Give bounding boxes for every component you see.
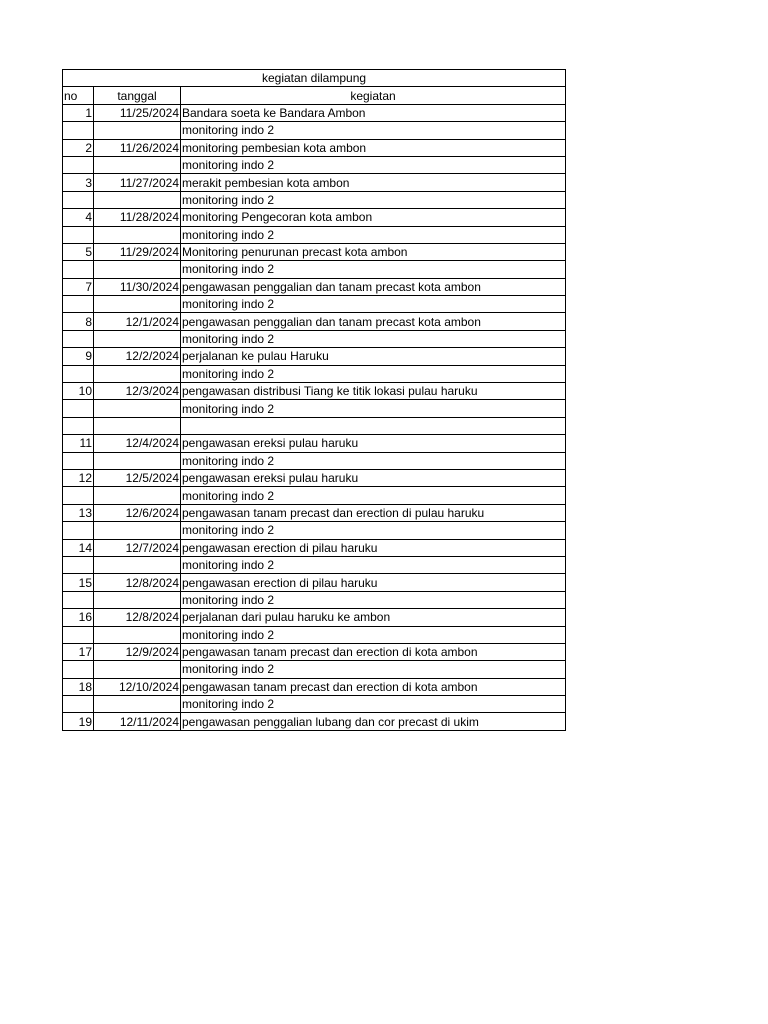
activity-table bbox=[62, 69, 566, 731]
cell-date: 12/2/2024 bbox=[94, 348, 181, 365]
table-row bbox=[63, 574, 566, 591]
cell-date: 12/11/2024 bbox=[94, 713, 181, 730]
table-row bbox=[63, 417, 566, 434]
cell-date bbox=[94, 661, 181, 678]
table-row bbox=[63, 365, 566, 382]
cell-activity: monitoring indo 2 bbox=[181, 191, 566, 208]
cell-activity: monitoring indo 2 bbox=[181, 122, 566, 139]
cell-no bbox=[63, 122, 94, 139]
cell-no bbox=[63, 330, 94, 347]
cell-activity: monitoring indo 2 bbox=[181, 696, 566, 713]
header-date: tanggal bbox=[94, 87, 181, 104]
cell-no bbox=[63, 417, 94, 434]
cell-no bbox=[63, 626, 94, 643]
cell-no bbox=[63, 400, 94, 417]
cell-no bbox=[63, 296, 94, 313]
table-row bbox=[63, 122, 566, 139]
table-row bbox=[63, 626, 566, 643]
cell-no: 19 bbox=[63, 713, 94, 730]
cell-activity: pengawasan penggalian lubang dan cor precast di ukim bbox=[181, 713, 566, 730]
cell-activity: monitoring indo 2 bbox=[181, 487, 566, 504]
cell-no bbox=[63, 191, 94, 208]
cell-no bbox=[63, 261, 94, 278]
table-row bbox=[63, 226, 566, 243]
table-row bbox=[63, 174, 566, 191]
cell-activity: monitoring pembesian kota ambon bbox=[181, 139, 566, 156]
cell-activity: pengawasan erection di pilau haruku bbox=[181, 574, 566, 591]
cell-activity: pengawasan ereksi pulau haruku bbox=[181, 435, 566, 452]
header-no: no bbox=[63, 87, 94, 104]
cell-no: 16 bbox=[63, 609, 94, 626]
table-row bbox=[63, 452, 566, 469]
table-title: kegiatan dilampung bbox=[63, 70, 566, 87]
cell-no: 14 bbox=[63, 539, 94, 556]
table-row bbox=[63, 296, 566, 313]
cell-activity: monitoring indo 2 bbox=[181, 400, 566, 417]
table-row bbox=[63, 591, 566, 608]
cell-activity: perjalanan ke pulau Haruku bbox=[181, 348, 566, 365]
cell-date: 12/8/2024 bbox=[94, 609, 181, 626]
table-row bbox=[63, 156, 566, 173]
cell-date bbox=[94, 191, 181, 208]
cell-no: 7 bbox=[63, 278, 94, 295]
table-row bbox=[63, 348, 566, 365]
cell-date: 11/27/2024 bbox=[94, 174, 181, 191]
cell-date bbox=[94, 156, 181, 173]
cell-date: 12/3/2024 bbox=[94, 383, 181, 400]
cell-activity: Monitoring penurunan precast kota ambon bbox=[181, 243, 566, 260]
cell-date: 11/29/2024 bbox=[94, 243, 181, 260]
cell-date bbox=[94, 452, 181, 469]
cell-date: 11/26/2024 bbox=[94, 139, 181, 156]
table-row bbox=[63, 487, 566, 504]
cell-date: 11/25/2024 bbox=[94, 104, 181, 121]
cell-date bbox=[94, 696, 181, 713]
cell-date bbox=[94, 522, 181, 539]
table-row bbox=[63, 383, 566, 400]
cell-no bbox=[63, 522, 94, 539]
table-row bbox=[63, 661, 566, 678]
cell-date bbox=[94, 365, 181, 382]
table-row bbox=[63, 678, 566, 695]
table-row bbox=[63, 191, 566, 208]
cell-activity: Bandara soeta ke Bandara Ambon bbox=[181, 104, 566, 121]
table-row bbox=[63, 522, 566, 539]
table-row bbox=[63, 261, 566, 278]
cell-no: 18 bbox=[63, 678, 94, 695]
table-row bbox=[63, 539, 566, 556]
cell-date bbox=[94, 556, 181, 573]
table-row bbox=[63, 643, 566, 660]
cell-no: 15 bbox=[63, 574, 94, 591]
table-row bbox=[63, 243, 566, 260]
cell-date: 12/4/2024 bbox=[94, 435, 181, 452]
cell-activity: pengawasan penggalian dan tanam precast kota ambon bbox=[181, 278, 566, 295]
cell-date: 12/9/2024 bbox=[94, 643, 181, 660]
cell-activity: monitoring indo 2 bbox=[181, 226, 566, 243]
cell-activity: pengawasan penggalian dan tanam precast kota ambon bbox=[181, 313, 566, 330]
table-row bbox=[63, 713, 566, 730]
table-row bbox=[63, 330, 566, 347]
table-row bbox=[63, 400, 566, 417]
cell-date bbox=[94, 591, 181, 608]
table-row bbox=[63, 313, 566, 330]
cell-activity: monitoring indo 2 bbox=[181, 452, 566, 469]
table-row bbox=[63, 609, 566, 626]
cell-date bbox=[94, 122, 181, 139]
cell-no bbox=[63, 156, 94, 173]
cell-activity: monitoring indo 2 bbox=[181, 556, 566, 573]
table-row bbox=[63, 104, 566, 121]
cell-date: 12/7/2024 bbox=[94, 539, 181, 556]
cell-no bbox=[63, 365, 94, 382]
cell-activity: monitoring indo 2 bbox=[181, 661, 566, 678]
cell-activity: monitoring indo 2 bbox=[181, 522, 566, 539]
cell-no: 13 bbox=[63, 504, 94, 521]
table-row bbox=[63, 504, 566, 521]
cell-date bbox=[94, 487, 181, 504]
cell-no: 11 bbox=[63, 435, 94, 452]
table-row bbox=[63, 209, 566, 226]
header-row bbox=[63, 87, 566, 104]
cell-activity: monitoring Pengecoran kota ambon bbox=[181, 209, 566, 226]
table-row bbox=[63, 139, 566, 156]
cell-activity: monitoring indo 2 bbox=[181, 296, 566, 313]
table-row bbox=[63, 435, 566, 452]
cell-no: 5 bbox=[63, 243, 94, 260]
cell-activity: pengawasan tanam precast dan erection di kota ambon bbox=[181, 678, 566, 695]
cell-date: 12/10/2024 bbox=[94, 678, 181, 695]
table-row bbox=[63, 696, 566, 713]
cell-no: 1 bbox=[63, 104, 94, 121]
cell-activity: pengawasan distribusi Tiang ke titik lokasi pulau haruku bbox=[181, 383, 566, 400]
cell-date bbox=[94, 417, 181, 434]
cell-date bbox=[94, 226, 181, 243]
cell-activity: monitoring indo 2 bbox=[181, 261, 566, 278]
cell-no bbox=[63, 696, 94, 713]
cell-no bbox=[63, 661, 94, 678]
cell-date bbox=[94, 626, 181, 643]
cell-no: 3 bbox=[63, 174, 94, 191]
cell-no bbox=[63, 487, 94, 504]
cell-date: 11/28/2024 bbox=[94, 209, 181, 226]
cell-activity: pengawasan tanam precast dan erection di pulau haruku bbox=[181, 504, 566, 521]
cell-no: 8 bbox=[63, 313, 94, 330]
cell-activity: monitoring indo 2 bbox=[181, 365, 566, 382]
cell-activity: monitoring indo 2 bbox=[181, 156, 566, 173]
cell-activity: perjalanan dari pulau haruku ke ambon bbox=[181, 609, 566, 626]
cell-no: 2 bbox=[63, 139, 94, 156]
cell-activity bbox=[181, 417, 566, 434]
cell-no bbox=[63, 452, 94, 469]
cell-date bbox=[94, 330, 181, 347]
cell-activity: pengawasan tanam precast dan erection di kota ambon bbox=[181, 643, 566, 660]
cell-activity: pengawasan erection di pilau haruku bbox=[181, 539, 566, 556]
cell-no bbox=[63, 591, 94, 608]
cell-date: 12/6/2024 bbox=[94, 504, 181, 521]
cell-no: 4 bbox=[63, 209, 94, 226]
cell-activity: monitoring indo 2 bbox=[181, 591, 566, 608]
cell-date: 11/30/2024 bbox=[94, 278, 181, 295]
cell-no: 12 bbox=[63, 469, 94, 486]
table-row bbox=[63, 469, 566, 486]
cell-date bbox=[94, 261, 181, 278]
table-row bbox=[63, 556, 566, 573]
cell-date: 12/5/2024 bbox=[94, 469, 181, 486]
cell-date: 12/1/2024 bbox=[94, 313, 181, 330]
cell-activity: monitoring indo 2 bbox=[181, 626, 566, 643]
cell-date: 12/8/2024 bbox=[94, 574, 181, 591]
cell-no: 9 bbox=[63, 348, 94, 365]
cell-no bbox=[63, 556, 94, 573]
cell-activity: pengawasan ereksi pulau haruku bbox=[181, 469, 566, 486]
cell-no: 17 bbox=[63, 643, 94, 660]
cell-activity: monitoring indo 2 bbox=[181, 330, 566, 347]
cell-no bbox=[63, 226, 94, 243]
cell-activity: merakit pembesian kota ambon bbox=[181, 174, 566, 191]
cell-date bbox=[94, 400, 181, 417]
cell-no: 10 bbox=[63, 383, 94, 400]
cell-date bbox=[94, 296, 181, 313]
title-row bbox=[63, 70, 566, 87]
table-row bbox=[63, 278, 566, 295]
activity-table-body bbox=[63, 70, 566, 731]
header-activity: kegiatan bbox=[181, 87, 566, 104]
